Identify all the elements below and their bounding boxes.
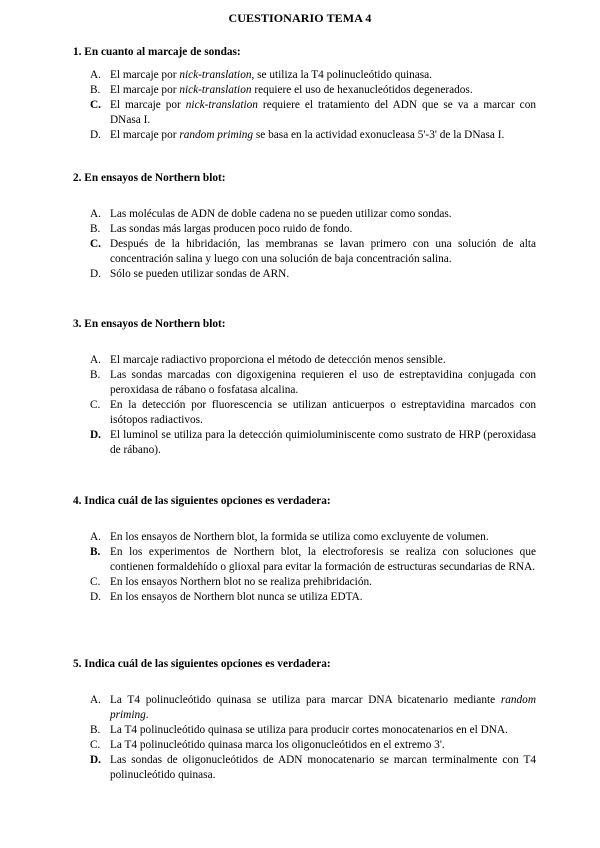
option-text bbox=[110, 399, 536, 426]
question-3-options bbox=[90, 353, 536, 458]
option-letter: C. bbox=[90, 99, 101, 111]
option-c bbox=[90, 738, 536, 753]
question-2-options bbox=[90, 207, 536, 282]
option-letter: C. bbox=[90, 399, 101, 411]
option-d bbox=[90, 128, 536, 143]
option-text-part: El luminol se utiliza para la detección quimioluminiscente como sustrato de HRP (peroxidasa de rábano). bbox=[110, 429, 536, 456]
option-c bbox=[90, 575, 536, 590]
option-letter: A. bbox=[90, 531, 101, 543]
question-5-heading: 5. Indica cuál de las siguientes opciones es verdadera: bbox=[73, 658, 331, 670]
option-letter: A. bbox=[90, 208, 101, 220]
option-text bbox=[110, 69, 432, 81]
option-b bbox=[90, 368, 536, 398]
option-text-part: Después de la hibridación, las membranas se lavan primero con una solución de alta concentración salina y luego con una solución de baja concentración salina. bbox=[110, 238, 536, 265]
option-text bbox=[110, 354, 446, 366]
option-d bbox=[90, 753, 536, 783]
option-c bbox=[90, 237, 536, 267]
option-text bbox=[110, 84, 473, 96]
option-letter: D. bbox=[90, 268, 101, 280]
option-b bbox=[90, 222, 536, 237]
option-letter: B. bbox=[90, 546, 101, 558]
option-text-part: , se utiliza la T4 polinucleótido quinasa. bbox=[251, 69, 433, 81]
option-d bbox=[90, 590, 536, 605]
option-a bbox=[90, 68, 536, 83]
option-text-part: Sólo se pueden utilizar sondas de ARN. bbox=[110, 268, 290, 280]
option-text-part: La T4 polinucleótido quinasa se utiliza para producir cortes monocatenarios en el DNA. bbox=[110, 724, 508, 736]
option-italic-term: nick-translation bbox=[179, 69, 252, 81]
option-text bbox=[110, 591, 363, 603]
option-text-part: Las sondas marcadas con digoxigenina requieren el uso de estreptavidina conjugada con peroxidasa de rábano o fosfatasa alcalina. bbox=[110, 369, 536, 396]
question-4-options bbox=[90, 530, 536, 605]
option-text-part: El marcaje por bbox=[110, 69, 180, 81]
option-text-part: En la detección por fluorescencia se utilizan anticuerpos o estreptavidina marcados con isótopos radiactivos. bbox=[110, 399, 536, 426]
question-5-options bbox=[90, 693, 536, 783]
option-text-part: La T4 polinucleótido quinasa se utiliza para marcar DNA bicatenario mediante bbox=[110, 694, 501, 706]
option-b bbox=[90, 83, 536, 98]
option-text bbox=[110, 223, 352, 235]
option-text bbox=[110, 739, 445, 751]
option-text-part: . bbox=[145, 709, 149, 721]
option-text-part: El marcaje por bbox=[110, 129, 180, 141]
option-letter: C. bbox=[90, 739, 101, 751]
option-text bbox=[110, 238, 536, 265]
option-letter: D. bbox=[90, 129, 101, 141]
question-1-options bbox=[90, 68, 536, 143]
option-b bbox=[90, 723, 536, 738]
option-text-part: requiere el uso de hexanucleótidos degenerados. bbox=[251, 84, 473, 96]
option-a bbox=[90, 207, 536, 222]
option-a bbox=[90, 530, 536, 545]
option-text-part: En los ensayos de Northern blot nunca se utiliza EDTA. bbox=[110, 591, 363, 603]
question-4-heading: 4. Indica cuál de las siguientes opciones es verdadera: bbox=[73, 495, 331, 507]
option-text bbox=[110, 208, 452, 220]
question-3-heading: 3. En ensayos de Northern blot: bbox=[73, 318, 226, 330]
option-letter: B. bbox=[90, 84, 101, 96]
option-italic-term: nick-translation bbox=[179, 84, 252, 96]
option-c bbox=[90, 98, 536, 128]
option-text-part: Las moléculas de ADN de doble cadena no se pueden utilizar como sondas. bbox=[110, 208, 452, 220]
option-text bbox=[110, 694, 536, 721]
option-letter: C. bbox=[90, 238, 101, 250]
option-text-part: El marcaje radiactivo proporciona el método de detección menos sensible. bbox=[110, 354, 446, 366]
option-text-part: En los ensayos de Northern blot, la formida se utiliza como excluyente de volumen. bbox=[110, 531, 489, 543]
option-b bbox=[90, 545, 536, 575]
option-text bbox=[110, 99, 536, 126]
option-text-part: En los experimentos de Northern blot, la electroforesis se realiza con soluciones que contienen formaldehído o glioxal para evitar la formación de estructuras secundarias de RNA. bbox=[110, 546, 536, 573]
option-text bbox=[110, 724, 508, 736]
page-title: CUESTIONARIO TEMA 4 bbox=[228, 11, 372, 25]
option-c bbox=[90, 398, 536, 428]
option-text-part: El marcaje por bbox=[110, 84, 180, 96]
option-italic-term: random priming bbox=[110, 694, 536, 721]
option-letter: B. bbox=[90, 369, 101, 381]
option-letter: D. bbox=[90, 591, 101, 603]
option-italic-term: nick-translation bbox=[185, 99, 258, 111]
option-letter: B. bbox=[90, 223, 101, 235]
option-text-part: Las sondas de oligonucleótidos de ADN monocatenario se marcan terminalmente con T4 polinucleótido quinasa. bbox=[110, 754, 536, 781]
option-text-part: La T4 polinucleótido quinasa marca los oligonucleótidos en el extremo 3'. bbox=[110, 739, 445, 751]
option-letter: B. bbox=[90, 724, 101, 736]
question-2-heading: 2. En ensayos de Northern blot: bbox=[73, 172, 226, 184]
option-letter: A. bbox=[90, 69, 101, 81]
option-letter: C. bbox=[90, 576, 101, 588]
option-a bbox=[90, 353, 536, 368]
option-d bbox=[90, 428, 536, 458]
option-text-part: Las sondas más largas producen poco ruido de fondo. bbox=[110, 223, 353, 235]
question-1-heading: 1. En cuanto al marcaje de sondas: bbox=[73, 46, 241, 58]
option-text bbox=[110, 129, 504, 141]
option-letter: D. bbox=[90, 754, 101, 766]
option-letter: A. bbox=[90, 354, 101, 366]
option-text bbox=[110, 429, 536, 456]
option-text bbox=[110, 369, 536, 396]
option-letter: D. bbox=[90, 429, 101, 441]
option-letter: A. bbox=[90, 694, 101, 706]
option-italic-term: random priming bbox=[179, 129, 254, 141]
option-text bbox=[110, 546, 536, 573]
option-text bbox=[110, 531, 489, 543]
option-text bbox=[110, 268, 289, 280]
option-text bbox=[110, 754, 536, 781]
option-text-part: se basa en la actividad exonucleasa 5'-3' de la DNasa I. bbox=[253, 129, 505, 141]
option-text-part: El marcaje por bbox=[110, 99, 186, 111]
option-text bbox=[110, 576, 372, 588]
option-d bbox=[90, 267, 536, 282]
option-text-part: requiere el tratamiento del ADN que se va a marcar con DNasa I. bbox=[110, 99, 536, 126]
option-text-part: En los ensayos Northern blot no se realiza prehibridación. bbox=[110, 576, 372, 588]
option-a bbox=[90, 693, 536, 723]
